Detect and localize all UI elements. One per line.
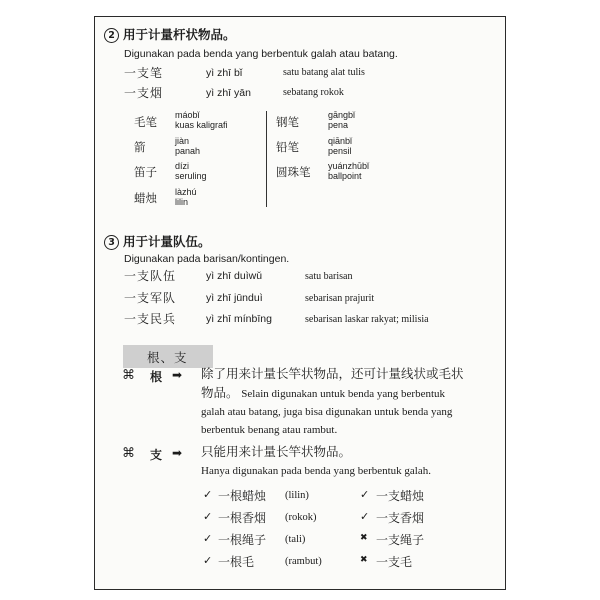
word-maobi-pinyin: máobǐ	[175, 110, 200, 120]
gen-id-line-1: Selain digunakan untuk benda yang berbentuk	[238, 388, 446, 400]
compare-right-hanzi: 一支绳子	[376, 533, 425, 547]
s2-example-1-meaning: satu batang alat tulis	[283, 67, 365, 78]
compare-left-hanzi: 一根香烟	[218, 511, 267, 525]
word-lazhu-hanzi: 蜡烛	[134, 191, 157, 205]
command-icon: ⌘	[122, 368, 135, 383]
word-qianbi-pinyin: qiānbǐ	[328, 136, 353, 146]
cross-icon: ✖	[360, 533, 368, 543]
s3-example-1-pinyin: yì zhī duìwǔ	[206, 270, 263, 282]
compare-right-hanzi: 一支蜡烛	[376, 489, 425, 503]
word-yuanzhubi-pinyin: yuánzhūbǐ	[328, 161, 370, 171]
section-3-title: 用于计量队伍。	[123, 234, 211, 249]
s3-example-1-meaning: satu barisan	[305, 271, 353, 282]
word-lazhu-pinyin: làzhú	[175, 187, 197, 197]
section-3-description: Digunakan pada barisan/kontingen.	[124, 253, 290, 265]
s3-example-2-pinyin: yì zhī jūnduì	[206, 292, 263, 304]
s2-example-2-pinyin: yì zhī yān	[206, 87, 251, 99]
compare-right-hanzi: 一支毛	[376, 555, 413, 569]
word-lazhu-meaning: lilin	[175, 197, 189, 207]
compare-left-meaning: (lilin)	[285, 490, 309, 501]
compare-right-hanzi: 一支香烟	[376, 511, 425, 525]
compare-left-meaning: (tali)	[285, 534, 306, 545]
gen-zh-line-2: 物品。	[201, 385, 239, 400]
section-2-description: Digunakan pada benda yang berbentuk galah atau batang.	[124, 48, 398, 60]
gen-char: 根	[150, 370, 164, 384]
word-gangbi-hanzi: 钢笔	[276, 115, 299, 129]
zhi-char: 支	[150, 448, 164, 462]
s3-example-3-pinyin: yì zhī mínbīng	[206, 313, 272, 325]
word-jian-hanzi: 箭	[134, 140, 146, 154]
cross-icon: ✖	[360, 555, 368, 565]
word-dizi-meaning: seruling	[175, 171, 207, 181]
topic-banner-label: 根、支	[147, 350, 188, 365]
s2-example-1-hanzi: 一支笔	[124, 66, 164, 80]
word-grid-divider	[266, 111, 267, 207]
word-qianbi-meaning: pensil	[328, 146, 352, 156]
check-icon: ✓	[360, 510, 370, 523]
gen-id-line-3: berbentuk benang atau rambut.	[201, 424, 338, 436]
zhi-explanation	[201, 443, 491, 480]
check-icon: ✓	[203, 554, 213, 567]
command-icon: ⌘	[122, 446, 135, 461]
s3-example-1-hanzi: 一支队伍	[124, 269, 177, 283]
section-2-title: 用于计量杆状物品。	[123, 27, 236, 42]
zhi-id: Hanya digunakan pada benda yang berbentuk galah.	[201, 465, 431, 477]
s3-example-2-hanzi: 一支军队	[124, 291, 177, 305]
s2-example-1-pinyin: yì zhī bǐ	[206, 67, 243, 79]
gen-id-line-2: galah atau batang, juga bisa digunakan untuk benda yang	[201, 406, 453, 418]
compare-left-hanzi: 一根绳子	[218, 533, 267, 547]
s3-example-3-hanzi: 一支民兵	[124, 312, 177, 326]
gen-explanation	[201, 365, 491, 439]
word-dizi-hanzi: 笛子	[134, 165, 157, 179]
compare-left-hanzi: 一根毛	[218, 555, 255, 569]
gen-zh-line-1: 除了用来计量长竿状物品，还可计量线状或毛状	[201, 366, 464, 381]
section-2-number: 2	[104, 28, 119, 43]
word-maobi-hanzi: 毛笔	[134, 115, 157, 129]
s3-example-2-meaning: sebarisan prajurit	[305, 293, 375, 304]
word-dizi-pinyin: dízi	[175, 161, 190, 171]
compare-left-meaning: (rambut)	[285, 556, 322, 567]
s2-example-2-hanzi: 一支烟	[124, 86, 164, 100]
word-gangbi-meaning: pena	[328, 120, 349, 130]
s3-example-3-meaning: sebarisan laskar rakyat; milisia	[305, 314, 429, 325]
check-icon: ✓	[203, 510, 213, 523]
section-3-number: 3	[104, 235, 119, 250]
word-yuanzhubi-meaning: ballpoint	[328, 171, 362, 181]
word-jian-meaning: panah	[175, 146, 201, 156]
word-gangbi-pinyin: gāngbǐ	[328, 110, 356, 120]
check-icon: ✓	[203, 532, 213, 545]
s2-example-2-meaning: sebatang rokok	[283, 87, 344, 98]
zhi-zh: 只能用来计量长竿状物品。	[201, 444, 352, 459]
check-icon: ✓	[203, 488, 213, 501]
topic-banner	[123, 345, 213, 368]
check-icon: ✓	[360, 488, 370, 501]
word-jian-pinyin: jiàn	[175, 136, 190, 146]
arrow-right-icon: ➡	[172, 368, 183, 382]
word-maobi-meaning: kuas kaligrafi	[175, 120, 228, 130]
section-2-heading	[104, 25, 236, 43]
compare-left-meaning: (rokok)	[285, 512, 317, 523]
compare-left-hanzi: 一根蜡烛	[218, 489, 267, 503]
section-3-heading	[104, 232, 211, 250]
word-yuanzhubi-hanzi: 圆珠笔	[276, 165, 311, 179]
word-qianbi-hanzi: 铅笔	[276, 140, 299, 154]
arrow-right-icon: ➡	[172, 446, 183, 460]
